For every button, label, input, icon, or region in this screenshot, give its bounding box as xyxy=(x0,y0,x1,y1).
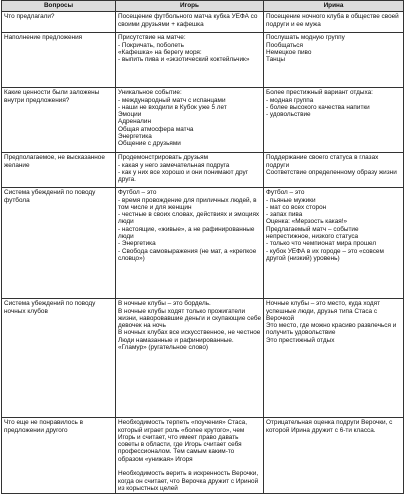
table-row xyxy=(2,188,404,299)
table-row xyxy=(2,418,404,494)
comparison-table xyxy=(1,0,404,494)
question-cell: Какие ценности были заложены внутри предложения? xyxy=(2,88,116,153)
question-cell: Система убеждений по поводу ночных клубов xyxy=(2,299,116,418)
question-cell: Что предлагали? xyxy=(2,12,116,33)
irina-cell: Ночные клубы – это место, куда ходят успешные люди, друзья типа Стаса с Верочкой Это место, где можно красиво развлечься и получить удовольствие Это престижный отдых xyxy=(264,299,404,418)
table-row xyxy=(2,299,404,418)
table-row xyxy=(2,88,404,153)
table-header-row xyxy=(2,1,404,12)
igor-cell: Посещение футбольного матча кубка УЕФА со своими друзьями + кафешка xyxy=(116,12,264,33)
irina-cell: Более престижный вариант отдыха: - модная группа - более высокого качества напитки - удовольствие xyxy=(264,88,404,153)
irina-cell: Футбол – это - пьяные мужики - мат со всех сторон - запах пива Оценка: «Мерзость какая!» Предлагаемый матч – событие непрестижное, низкого статуса - только что чемпионат мира прошел - кубок УЕФА в их городе – это «совсем другой (низкий) уровень) xyxy=(264,188,404,299)
header-igor: Игорь xyxy=(116,1,264,12)
igor-cell: Уникальное событие: - международный матч с испанцами - наши не входили в Кубок уже 5 лет Эмоции Адреналин Общая атмосфера матча Энергетика Общение с друзьями xyxy=(116,88,264,153)
irina-cell: Отрицательная оценка подруги Верочки, с которой Ирина дружит с 6-ти класса. xyxy=(264,418,404,494)
igor-cell: Продемонстрировать друзьям - какая у него замечательная подруга - как у них все хорошо и они понимают друг друга. xyxy=(116,153,264,188)
question-cell: Наполнение предложения xyxy=(2,33,116,88)
igor-cell: Футбол – это - время провождение для приличных людей, в том числе и для женщин - честные в своих словах, действиях и эмоциях люди - настоящие, «живые», а не рафинированные люди - Энергетика - Свобода самовыражения (не мат, а «крепкое словцо») xyxy=(116,188,264,299)
question-cell: Система убеждений по поводу футбола xyxy=(2,188,116,299)
irina-cell: Посещение ночного клуба в обществе своей подруги и ее мужа xyxy=(264,12,404,33)
table-row xyxy=(2,33,404,88)
irina-cell: Поддержание своего статуса в глазах подруги Соответствие определенному образу жизни xyxy=(264,153,404,188)
igor-cell: Присутствие на матче: - Покричать, поболеть «Кафешка» на берегу моря: - выпить пива и «экзотический коктейльчик» xyxy=(116,33,264,88)
table-row xyxy=(2,12,404,33)
table-row xyxy=(2,153,404,188)
igor-cell: В ночные клубы – это бордель. В ночные клубы ходят только прожигатели жизни, наворовавшие деньги и скупающие себе девочек на ночь В ночных клубах все искусственное, не честное Люди намазанные и рафинированные. «Гламур» (ругательное слово) xyxy=(116,299,264,418)
header-questions: Вопросы xyxy=(2,1,116,12)
irina-cell: Послушать модную группу Пообщаться Немецкое пиво Танцы xyxy=(264,33,404,88)
igor-cell: Необходимость терпеть «поучения» Стаса, который играет роль «более крутого», чем Игорь и считает, что имеет право давать советы в области, где Игорь считает себя профессионалом. Тем самым каким-то образом «унижая» Игоря Необходимость верить в искренность Верочки, когда он считает, что Верочка дружит с Ириной из корыстных целей xyxy=(116,418,264,494)
question-cell: Что еще не понравилось в предложении другого xyxy=(2,418,116,494)
header-irina: Ирина xyxy=(264,1,404,12)
question-cell: Предполагаемое, не высказанное желание xyxy=(2,153,116,188)
